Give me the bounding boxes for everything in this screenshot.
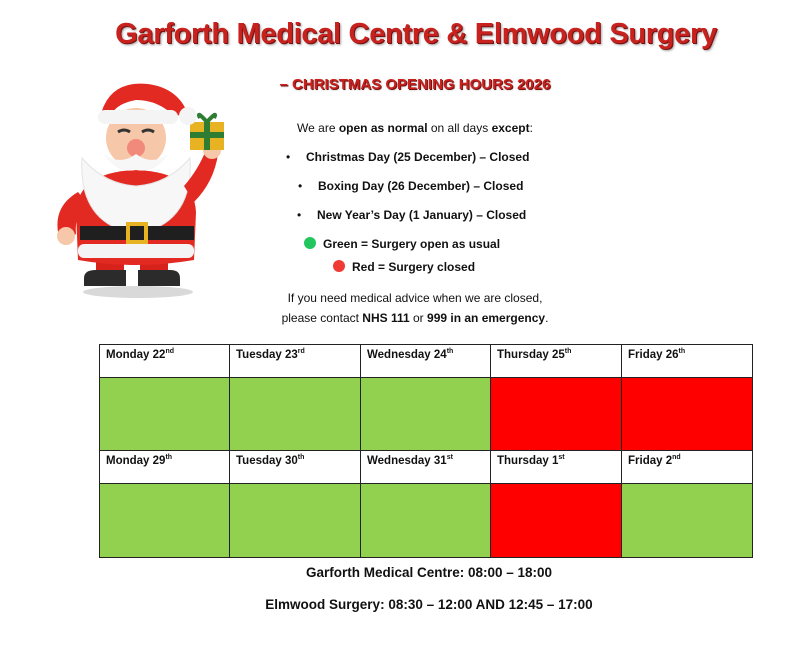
status-cell-closed [491, 378, 622, 451]
advice-line-1: If you need medical advice when we are closed, [287, 291, 543, 305]
intro-open-normal: open as normal [338, 121, 428, 135]
status-cell-open [361, 484, 491, 558]
status-cell-open [230, 484, 361, 558]
day-label: Thursday 1st [491, 451, 622, 484]
day-label: Wednesday 31st [361, 451, 491, 484]
day-label: Monday 29th [100, 451, 230, 484]
santa-illustration [38, 74, 238, 300]
day-label: Tuesday 30th [230, 451, 361, 484]
elmwood-hours: Elmwood Surgery: 08:30 – 12:00 AND 12:45 – 17:00 [265, 597, 593, 612]
closure-item: • Christmas Day (25 December) – Closed [306, 150, 529, 164]
day-header-row [100, 345, 753, 378]
closure-item: • Boxing Day (26 December) – Closed [318, 179, 523, 193]
intro-text: We are open as normal on all days except: [297, 121, 533, 135]
status-cell-open [100, 378, 230, 451]
advice-line-2: please contact NHS 111 or 999 in an emergency. [281, 311, 549, 325]
status-cell-open [100, 484, 230, 558]
page-subtitle: – CHRISTMAS OPENING HOURS 2026 [279, 76, 551, 93]
day-header-row [100, 451, 753, 484]
status-cell-closed [622, 378, 753, 451]
red-dot-icon [333, 260, 345, 272]
day-label: Tuesday 23rd [230, 345, 361, 378]
opening-hours-grid [99, 344, 753, 558]
green-dot-icon [304, 237, 316, 249]
status-cell-open [361, 378, 491, 451]
day-label: Friday 2nd [622, 451, 753, 484]
status-cell-open [230, 378, 361, 451]
legend-closed: Red = Surgery closed [333, 260, 475, 274]
day-label: Thursday 25th [491, 345, 622, 378]
day-label: Wednesday 24th [361, 345, 491, 378]
intro-except: except [491, 121, 530, 135]
status-row [100, 378, 753, 451]
garforth-hours: Garforth Medical Centre: 08:00 – 18:00 [305, 565, 553, 580]
status-cell-open [622, 484, 753, 558]
advice-text [230, 288, 600, 328]
closure-item: • New Year’s Day (1 January) – Closed [317, 208, 526, 222]
day-label: Monday 22nd [100, 345, 230, 378]
status-row [100, 484, 753, 558]
status-cell-closed [491, 484, 622, 558]
nhs-111: NHS 111 [362, 311, 410, 325]
emergency-999: 999 in an emergency [427, 311, 546, 325]
legend-open: Green = Surgery open as usual [304, 237, 500, 251]
page-title: Garforth Medical Centre & Elmwood Surgery [115, 18, 717, 50]
day-label: Friday 26th [622, 345, 753, 378]
